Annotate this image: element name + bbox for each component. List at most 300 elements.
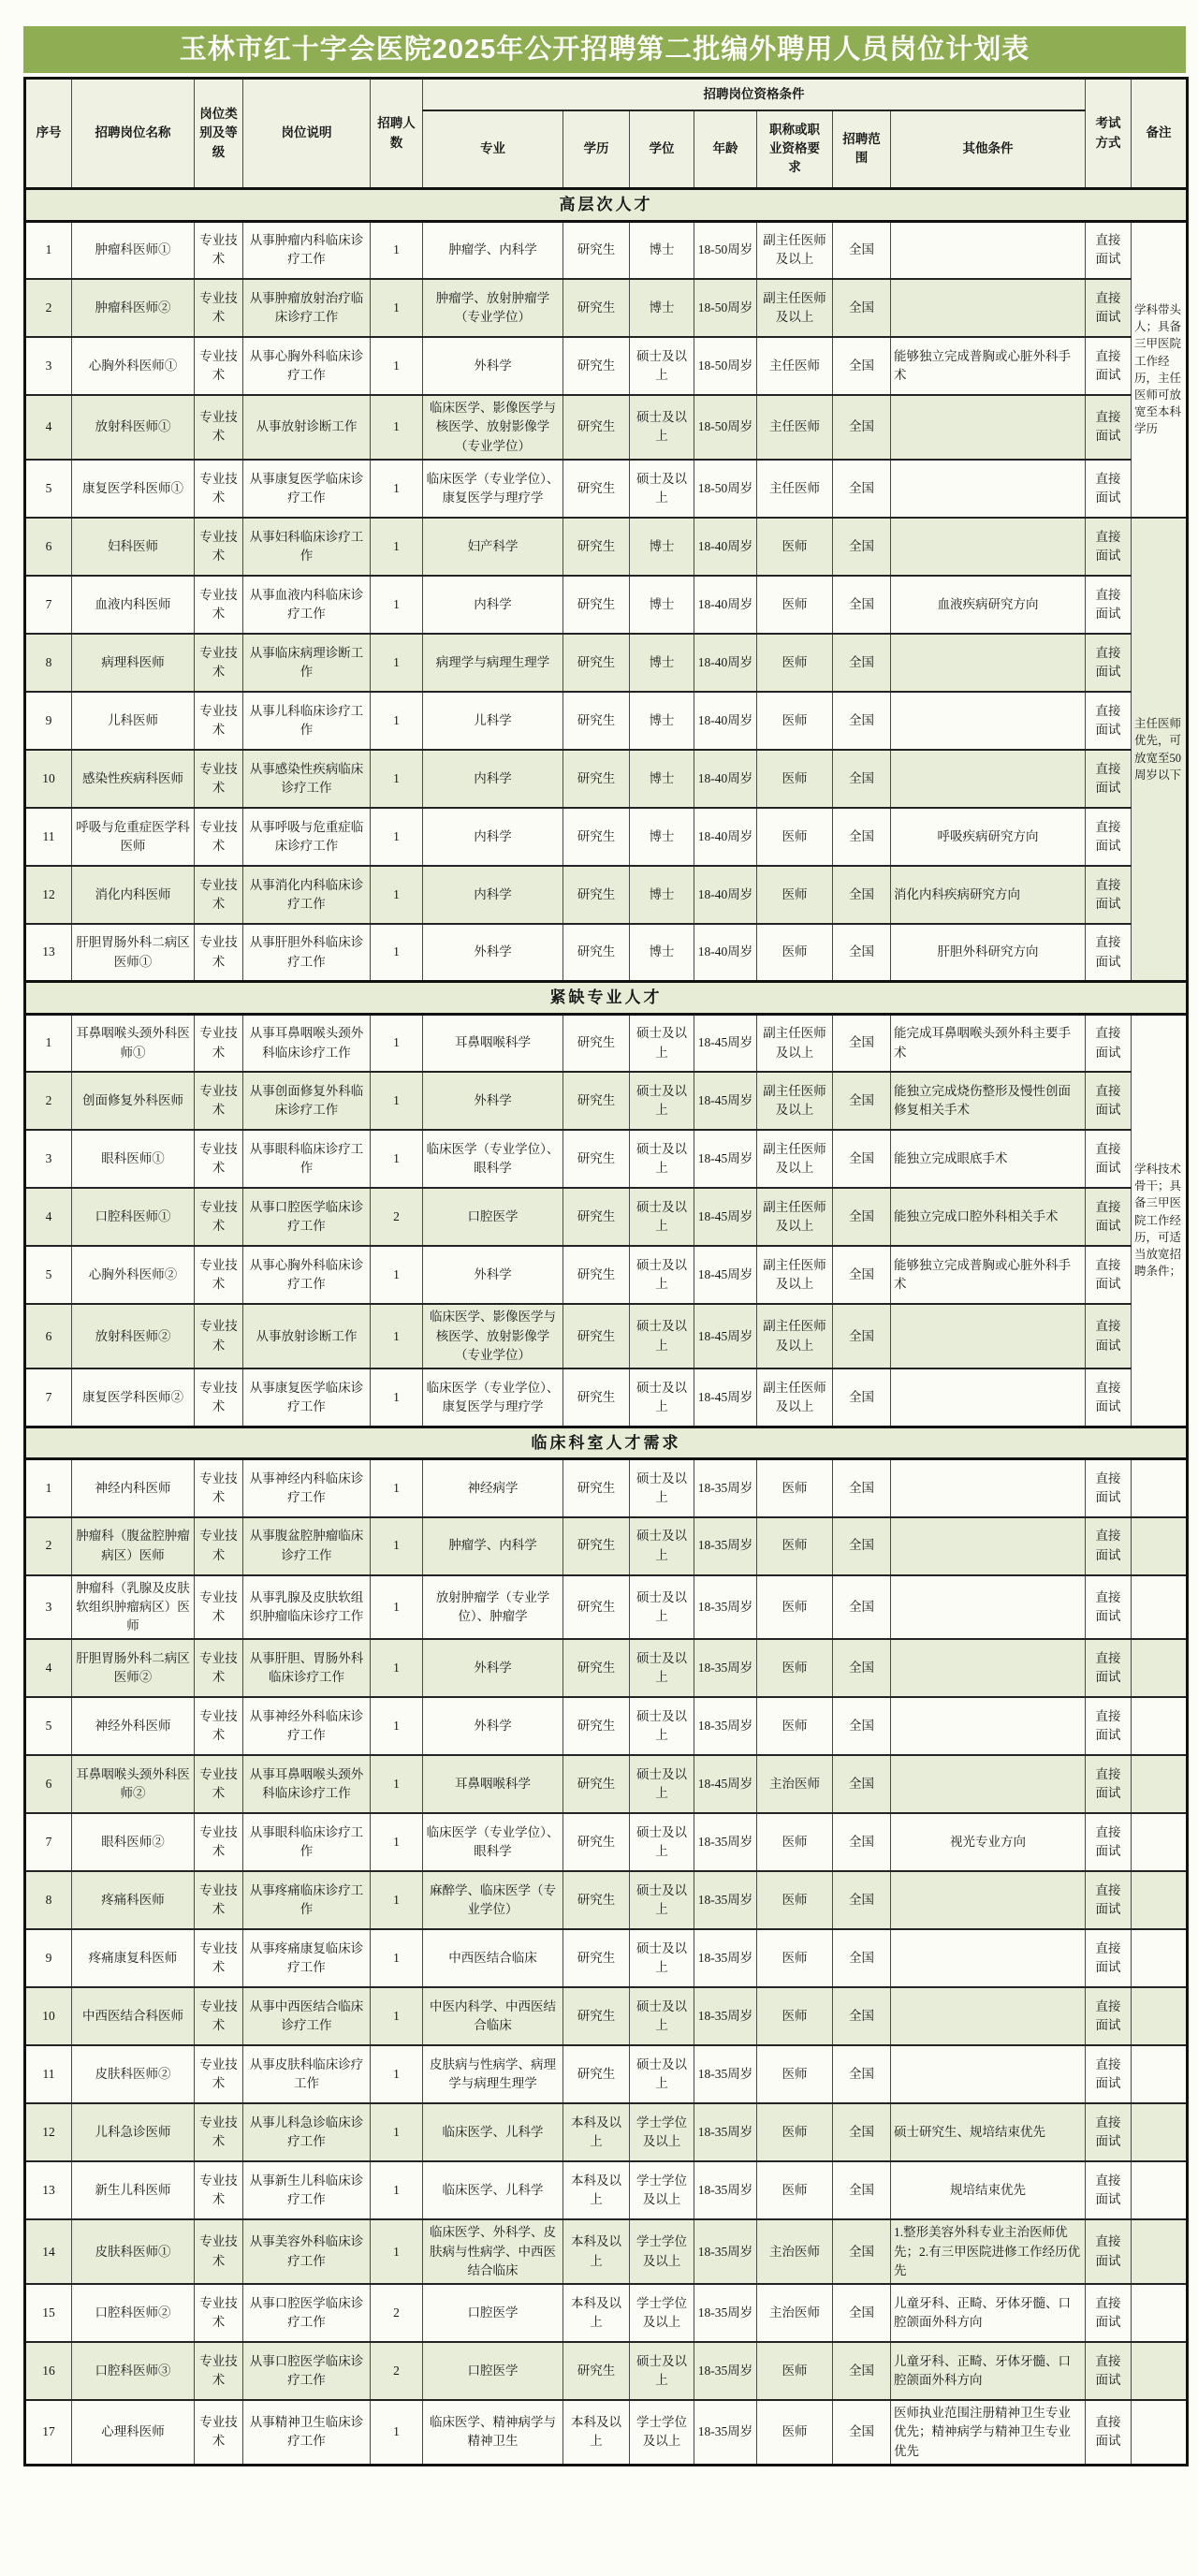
cell-other-conditions — [891, 1639, 1086, 1697]
cell-duty: 从事心胸外科临床诊疗工作 — [243, 1246, 371, 1304]
cell-age: 18-40周岁 — [694, 576, 757, 634]
cell-scope: 全国 — [833, 337, 891, 395]
cell-scope: 全国 — [833, 808, 891, 866]
cell-education: 本科及以上 — [563, 2284, 630, 2342]
cell-major: 肿瘤学、放射肿瘤学（专业学位） — [423, 279, 563, 337]
cell-education: 研究生 — [563, 1755, 630, 1813]
cell-education: 研究生 — [563, 1575, 630, 1640]
cell-duty: 从事心胸外科临床诊疗工作 — [243, 337, 371, 395]
cell-count: 1 — [371, 518, 423, 576]
section-header-row — [25, 1427, 1188, 1459]
cell-position-name: 肿瘤科医师① — [72, 221, 195, 279]
cell-other-conditions: 肝胆外科研究方向 — [891, 924, 1086, 982]
cell-duty: 从事腹盆腔肿瘤临床诊疗工作 — [243, 1517, 371, 1575]
cell-other-conditions — [891, 1697, 1086, 1755]
cell-age: 18-35周岁 — [694, 1929, 757, 1987]
cell-position-name: 神经外科医师 — [72, 1697, 195, 1755]
cell-position-name: 肿瘤科（腹盆腔肿瘤病区）医师 — [72, 1517, 195, 1575]
cell-duty: 从事康复医学临床诊疗工作 — [243, 1368, 371, 1427]
cell-scope: 全国 — [833, 1014, 891, 1072]
cell-position-name: 眼科医师② — [72, 1813, 195, 1871]
cell-duty: 从事眼科临床诊疗工作 — [243, 1130, 371, 1188]
cell-position-name: 肿瘤科（乳腺及皮肤软组织肿瘤病区）医师 — [72, 1575, 195, 1640]
cell-major: 内科学 — [423, 750, 563, 808]
cell-title-requirement: 主治医师 — [757, 1755, 833, 1813]
cell-age: 18-35周岁 — [694, 1813, 757, 1871]
table-row — [25, 2161, 1188, 2219]
cell-education: 研究生 — [563, 1871, 630, 1929]
cell-title-requirement: 副主任医师及以上 — [757, 1072, 833, 1130]
cell-other-conditions: 能够独立完成普胸或心脏外科手术 — [891, 1246, 1086, 1304]
cell-major: 耳鼻咽喉科学 — [423, 1755, 563, 1813]
cell-position-name: 康复医学科医师① — [72, 460, 195, 518]
cell-scope: 全国 — [833, 1987, 891, 2045]
table-row — [25, 460, 1188, 518]
cell-position-name: 中西医结合科医师 — [72, 1987, 195, 2045]
cell-seq: 11 — [25, 2045, 72, 2103]
cell-count: 2 — [371, 2342, 423, 2400]
cell-education: 研究生 — [563, 221, 630, 279]
cell-remark — [1132, 1575, 1188, 1640]
cell-exam-method: 直接面试 — [1086, 460, 1132, 518]
cell-seq: 2 — [25, 279, 72, 337]
cell-duty: 从事血液内科临床诊疗工作 — [243, 576, 371, 634]
cell-exam-method: 直接面试 — [1086, 1755, 1132, 1813]
cell-title-requirement: 副主任医师及以上 — [757, 1368, 833, 1427]
cell-other-conditions: 能独立完成烧伤整形及慢性创面修复相关手术 — [891, 1072, 1086, 1130]
cell-education: 研究生 — [563, 460, 630, 518]
cell-education: 研究生 — [563, 750, 630, 808]
cell-scope: 全国 — [833, 1130, 891, 1188]
cell-scope: 全国 — [833, 2103, 891, 2161]
cell-degree: 学士学位及以上 — [630, 2103, 694, 2161]
cell-exam-method: 直接面试 — [1086, 1130, 1132, 1188]
cell-position-name: 疼痛科医师 — [72, 1871, 195, 1929]
cell-exam-method: 直接面试 — [1086, 337, 1132, 395]
cell-category: 专业技术 — [195, 1697, 243, 1755]
table-row — [25, 750, 1188, 808]
cell-category: 专业技术 — [195, 2400, 243, 2465]
document-title: 玉林市红十字会医院2025年公开招聘第二批编外聘用人员岗位计划表 — [23, 26, 1186, 73]
cell-category: 专业技术 — [195, 1459, 243, 1517]
table-row — [25, 1987, 1188, 2045]
table-row — [25, 634, 1188, 692]
table-row — [25, 1813, 1188, 1871]
cell-title-requirement: 医师 — [757, 2161, 833, 2219]
cell-education: 研究生 — [563, 1697, 630, 1755]
cell-other-conditions: 医师执业范围注册精神卫生专业优先；精神病学与精神卫生专业优先 — [891, 2400, 1086, 2465]
cell-major: 临床医学（专业学位）、眼科学 — [423, 1813, 563, 1871]
cell-scope: 全国 — [833, 924, 891, 982]
cell-major: 病理学与病理生理学 — [423, 634, 563, 692]
cell-title-requirement: 副主任医师及以上 — [757, 279, 833, 337]
table-row — [25, 395, 1188, 460]
table-row — [25, 1871, 1188, 1929]
cell-degree: 硕士及以上 — [630, 1575, 694, 1640]
cell-title-requirement: 医师 — [757, 924, 833, 982]
cell-age: 18-50周岁 — [694, 337, 757, 395]
cell-scope: 全国 — [833, 576, 891, 634]
cell-duty: 从事放射诊断工作 — [243, 395, 371, 460]
cell-count: 1 — [371, 1014, 423, 1072]
cell-major: 临床医学（专业学位）、康复医学与理疗学 — [423, 1368, 563, 1427]
cell-seq: 5 — [25, 1246, 72, 1304]
cell-degree: 学士学位及以上 — [630, 2219, 694, 2284]
cell-degree: 硕士及以上 — [630, 337, 694, 395]
cell-major: 临床医学、儿科学 — [423, 2161, 563, 2219]
cell-count: 2 — [371, 2284, 423, 2342]
cell-seq: 13 — [25, 924, 72, 982]
cell-title-requirement: 副主任医师及以上 — [757, 1246, 833, 1304]
cell-remark — [1132, 2161, 1188, 2219]
cell-exam-method: 直接面试 — [1086, 2400, 1132, 2465]
cell-exam-method: 直接面试 — [1086, 221, 1132, 279]
cell-position-name: 放射科医师② — [72, 1304, 195, 1368]
table-row — [25, 1575, 1188, 1640]
cell-duty: 从事妇科临床诊疗工作 — [243, 518, 371, 576]
cell-count: 1 — [371, 692, 423, 750]
section-title: 紧缺专业人才 — [25, 982, 1188, 1015]
cell-other-conditions — [891, 1459, 1086, 1517]
cell-scope: 全国 — [833, 2342, 891, 2400]
cell-duty: 从事儿科急诊临床诊疗工作 — [243, 2103, 371, 2161]
table-row — [25, 1697, 1188, 1755]
cell-seq: 17 — [25, 2400, 72, 2465]
cell-category: 专业技术 — [195, 460, 243, 518]
cell-count: 1 — [371, 1697, 423, 1755]
cell-age: 18-40周岁 — [694, 518, 757, 576]
cell-title-requirement: 医师 — [757, 2045, 833, 2103]
cell-major: 外科学 — [423, 337, 563, 395]
cell-education: 研究生 — [563, 1130, 630, 1188]
cell-title-requirement: 副主任医师及以上 — [757, 221, 833, 279]
cell-seq: 1 — [25, 221, 72, 279]
cell-title-requirement: 医师 — [757, 2400, 833, 2465]
col-header-category: 岗位类别及等级 — [195, 79, 243, 189]
cell-major: 外科学 — [423, 1697, 563, 1755]
cell-seq: 16 — [25, 2342, 72, 2400]
cell-duty: 从事创面修复外科临床诊疗工作 — [243, 1072, 371, 1130]
table-row — [25, 1755, 1188, 1813]
cell-age: 18-35周岁 — [694, 2103, 757, 2161]
cell-seq: 4 — [25, 1639, 72, 1697]
cell-title-requirement: 医师 — [757, 576, 833, 634]
cell-position-name: 呼吸与危重症医学科医师 — [72, 808, 195, 866]
cell-position-name: 创面修复外科医师 — [72, 1072, 195, 1130]
cell-duty: 从事新生儿科临床诊疗工作 — [243, 2161, 371, 2219]
cell-exam-method: 直接面试 — [1086, 924, 1132, 982]
cell-remark — [1132, 1929, 1188, 1987]
cell-position-name: 肝胆胃肠外科二病区医师① — [72, 924, 195, 982]
table-row — [25, 1014, 1188, 1072]
cell-other-conditions — [891, 1929, 1086, 1987]
cell-degree: 硕士及以上 — [630, 2045, 694, 2103]
cell-category: 专业技术 — [195, 2284, 243, 2342]
cell-education: 研究生 — [563, 1929, 630, 1987]
cell-other-conditions — [891, 221, 1086, 279]
cell-scope: 全国 — [833, 460, 891, 518]
table-header — [25, 79, 1188, 189]
cell-position-name: 妇科医师 — [72, 518, 195, 576]
col-header-qualification-group: 招聘岗位资格条件 — [423, 79, 1086, 110]
cell-category: 专业技术 — [195, 1188, 243, 1246]
cell-exam-method: 直接面试 — [1086, 692, 1132, 750]
col-header-duty: 岗位说明 — [243, 79, 371, 189]
cell-title-requirement: 主治医师 — [757, 2284, 833, 2342]
cell-education: 研究生 — [563, 2342, 630, 2400]
table-row — [25, 808, 1188, 866]
cell-major: 皮肤病与性病学、病理学与病理生理学 — [423, 2045, 563, 2103]
cell-category: 专业技术 — [195, 2045, 243, 2103]
cell-other-conditions: 呼吸疾病研究方向 — [891, 808, 1086, 866]
cell-title-requirement: 医师 — [757, 634, 833, 692]
cell-seq: 2 — [25, 1072, 72, 1130]
cell-education: 研究生 — [563, 576, 630, 634]
cell-duty: 从事康复医学临床诊疗工作 — [243, 460, 371, 518]
cell-education: 研究生 — [563, 1246, 630, 1304]
cell-category: 专业技术 — [195, 279, 243, 337]
cell-remark: 学科技术骨干；具备三甲医院工作经历，可适当放宽招聘条件； — [1132, 1014, 1188, 1427]
col-header-count: 招聘人数 — [371, 79, 423, 189]
cell-other-conditions — [891, 1575, 1086, 1640]
col-header-education: 学历 — [563, 110, 630, 189]
cell-seq: 10 — [25, 750, 72, 808]
col-header-other-conditions: 其他条件 — [891, 110, 1086, 189]
cell-major: 外科学 — [423, 1639, 563, 1697]
cell-position-name: 口腔科医师① — [72, 1188, 195, 1246]
cell-major: 神经病学 — [423, 1459, 563, 1517]
table-row — [25, 2103, 1188, 2161]
cell-count: 1 — [371, 1575, 423, 1640]
cell-title-requirement: 医师 — [757, 750, 833, 808]
cell-count: 1 — [371, 576, 423, 634]
cell-scope: 全国 — [833, 692, 891, 750]
cell-seq: 2 — [25, 1517, 72, 1575]
section-0 — [25, 189, 1188, 982]
cell-category: 专业技术 — [195, 1871, 243, 1929]
table-row — [25, 866, 1188, 924]
header-row-1 — [25, 79, 1188, 110]
cell-title-requirement: 医师 — [757, 1987, 833, 2045]
cell-category: 专业技术 — [195, 808, 243, 866]
cell-exam-method: 直接面试 — [1086, 1517, 1132, 1575]
cell-position-name: 皮肤科医师① — [72, 2219, 195, 2284]
cell-position-name: 新生儿科医师 — [72, 2161, 195, 2219]
cell-scope: 全国 — [833, 866, 891, 924]
table-row — [25, 1130, 1188, 1188]
cell-scope: 全国 — [833, 279, 891, 337]
cell-major: 临床医学、精神病学与精神卫生 — [423, 2400, 563, 2465]
cell-education: 研究生 — [563, 279, 630, 337]
cell-title-requirement: 主治医师 — [757, 2219, 833, 2284]
cell-education: 本科及以上 — [563, 2161, 630, 2219]
cell-duty: 从事肝胆外科临床诊疗工作 — [243, 924, 371, 982]
cell-age: 18-45周岁 — [694, 1755, 757, 1813]
cell-category: 专业技术 — [195, 634, 243, 692]
cell-position-name: 皮肤科医师② — [72, 2045, 195, 2103]
cell-other-conditions: 消化内科疾病研究方向 — [891, 866, 1086, 924]
cell-scope: 全国 — [833, 1368, 891, 1427]
cell-position-name: 消化内科医师 — [72, 866, 195, 924]
cell-exam-method: 直接面试 — [1086, 2284, 1132, 2342]
cell-duty: 从事口腔医学临床诊疗工作 — [243, 2342, 371, 2400]
cell-position-name: 病理科医师 — [72, 634, 195, 692]
cell-major: 外科学 — [423, 924, 563, 982]
cell-remark — [1132, 1755, 1188, 1813]
cell-scope: 全国 — [833, 2045, 891, 2103]
cell-title-requirement: 医师 — [757, 866, 833, 924]
cell-title-requirement: 医师 — [757, 1517, 833, 1575]
cell-education: 研究生 — [563, 1304, 630, 1368]
cell-degree: 博士 — [630, 279, 694, 337]
cell-age: 18-40周岁 — [694, 750, 757, 808]
cell-seq: 4 — [25, 1188, 72, 1246]
cell-other-conditions — [891, 1871, 1086, 1929]
cell-major: 口腔医学 — [423, 2342, 563, 2400]
cell-title-requirement: 主任医师 — [757, 337, 833, 395]
cell-remark — [1132, 1813, 1188, 1871]
table-row — [25, 2284, 1188, 2342]
cell-duty: 从事疼痛康复临床诊疗工作 — [243, 1929, 371, 1987]
cell-seq: 9 — [25, 692, 72, 750]
cell-remark — [1132, 2045, 1188, 2103]
cell-education: 研究生 — [563, 1072, 630, 1130]
cell-seq: 9 — [25, 1929, 72, 1987]
cell-age: 18-45周岁 — [694, 1246, 757, 1304]
cell-other-conditions — [891, 395, 1086, 460]
cell-count: 1 — [371, 1639, 423, 1697]
cell-major: 外科学 — [423, 1246, 563, 1304]
cell-exam-method: 直接面试 — [1086, 2219, 1132, 2284]
cell-exam-method: 直接面试 — [1086, 1871, 1132, 1929]
cell-scope: 全国 — [833, 1929, 891, 1987]
cell-age: 18-35周岁 — [694, 1459, 757, 1517]
cell-title-requirement: 医师 — [757, 1575, 833, 1640]
cell-category: 专业技术 — [195, 1014, 243, 1072]
cell-exam-method: 直接面试 — [1086, 634, 1132, 692]
cell-exam-method: 直接面试 — [1086, 2161, 1132, 2219]
cell-major: 肿瘤学、内科学 — [423, 221, 563, 279]
cell-degree: 博士 — [630, 634, 694, 692]
cell-degree: 硕士及以上 — [630, 1697, 694, 1755]
section-title: 高层次人才 — [25, 189, 1188, 222]
cell-age: 18-35周岁 — [694, 1639, 757, 1697]
cell-count: 1 — [371, 2045, 423, 2103]
cell-exam-method: 直接面试 — [1086, 1368, 1132, 1427]
table-row — [25, 1639, 1188, 1697]
cell-seq: 3 — [25, 1130, 72, 1188]
cell-count: 1 — [371, 1871, 423, 1929]
cell-category: 专业技术 — [195, 1639, 243, 1697]
cell-position-name: 血液内科医师 — [72, 576, 195, 634]
cell-age: 18-35周岁 — [694, 1871, 757, 1929]
cell-other-conditions: 规培结束优先 — [891, 2161, 1086, 2219]
cell-degree: 硕士及以上 — [630, 1368, 694, 1427]
cell-title-requirement: 医师 — [757, 692, 833, 750]
table-row — [25, 1246, 1188, 1304]
cell-degree: 博士 — [630, 750, 694, 808]
table-row — [25, 2045, 1188, 2103]
cell-count: 1 — [371, 1517, 423, 1575]
cell-exam-method: 直接面试 — [1086, 279, 1132, 337]
table-row — [25, 337, 1188, 395]
cell-scope: 全国 — [833, 1755, 891, 1813]
cell-count: 1 — [371, 1755, 423, 1813]
cell-category: 专业技术 — [195, 750, 243, 808]
col-header-position-name: 招聘岗位名称 — [72, 79, 195, 189]
cell-exam-method: 直接面试 — [1086, 1188, 1132, 1246]
cell-title-requirement: 医师 — [757, 1929, 833, 1987]
cell-major: 口腔医学 — [423, 1188, 563, 1246]
cell-scope: 全国 — [833, 750, 891, 808]
cell-remark — [1132, 1697, 1188, 1755]
cell-other-conditions — [891, 460, 1086, 518]
cell-title-requirement: 副主任医师及以上 — [757, 1130, 833, 1188]
cell-degree: 硕士及以上 — [630, 1304, 694, 1368]
cell-degree: 博士 — [630, 518, 694, 576]
table-row — [25, 1517, 1188, 1575]
cell-age: 18-35周岁 — [694, 2161, 757, 2219]
cell-category: 专业技术 — [195, 221, 243, 279]
cell-education: 研究生 — [563, 1639, 630, 1697]
cell-seq: 8 — [25, 634, 72, 692]
cell-scope: 全国 — [833, 1304, 891, 1368]
cell-major: 麻醉学、临床医学（专业学位） — [423, 1871, 563, 1929]
table-row — [25, 279, 1188, 337]
cell-other-conditions — [891, 279, 1086, 337]
cell-exam-method: 直接面试 — [1086, 1304, 1132, 1368]
cell-degree: 硕士及以上 — [630, 1072, 694, 1130]
cell-age: 18-45周岁 — [694, 1368, 757, 1427]
cell-degree: 学士学位及以上 — [630, 2400, 694, 2465]
cell-scope: 全国 — [833, 2161, 891, 2219]
table-row — [25, 1368, 1188, 1427]
cell-age: 18-40周岁 — [694, 924, 757, 982]
cell-age: 18-35周岁 — [694, 2400, 757, 2465]
cell-other-conditions: 视光专业方向 — [891, 1813, 1086, 1871]
cell-position-name: 儿科急诊医师 — [72, 2103, 195, 2161]
cell-duty: 从事口腔医学临床诊疗工作 — [243, 2284, 371, 2342]
cell-degree: 硕士及以上 — [630, 1987, 694, 2045]
cell-age: 18-45周岁 — [694, 1304, 757, 1368]
cell-duty: 从事精神卫生临床诊疗工作 — [243, 2400, 371, 2465]
cell-major: 临床医学（专业学位）、眼科学 — [423, 1130, 563, 1188]
cell-other-conditions: 能独立完成眼底手术 — [891, 1130, 1086, 1188]
cell-position-name: 心理科医师 — [72, 2400, 195, 2465]
cell-count: 1 — [371, 1246, 423, 1304]
cell-age: 18-35周岁 — [694, 1987, 757, 2045]
cell-category: 专业技术 — [195, 337, 243, 395]
cell-count: 1 — [371, 2400, 423, 2465]
cell-exam-method: 直接面试 — [1086, 750, 1132, 808]
cell-count: 1 — [371, 924, 423, 982]
cell-category: 专业技术 — [195, 1246, 243, 1304]
cell-category: 专业技术 — [195, 395, 243, 460]
cell-scope: 全国 — [833, 2219, 891, 2284]
cell-remark — [1132, 1639, 1188, 1697]
cell-exam-method: 直接面试 — [1086, 395, 1132, 460]
cell-major: 中医内科学、中西医结合临床 — [423, 1987, 563, 2045]
cell-seq: 4 — [25, 395, 72, 460]
cell-seq: 5 — [25, 460, 72, 518]
cell-scope: 全国 — [833, 634, 891, 692]
cell-scope: 全国 — [833, 1813, 891, 1871]
cell-age: 18-50周岁 — [694, 460, 757, 518]
cell-duty: 从事神经内科临床诊疗工作 — [243, 1459, 371, 1517]
cell-age: 18-45周岁 — [694, 1130, 757, 1188]
cell-exam-method: 直接面试 — [1086, 1987, 1132, 2045]
cell-duty: 从事美容外科临床诊疗工作 — [243, 2219, 371, 2284]
